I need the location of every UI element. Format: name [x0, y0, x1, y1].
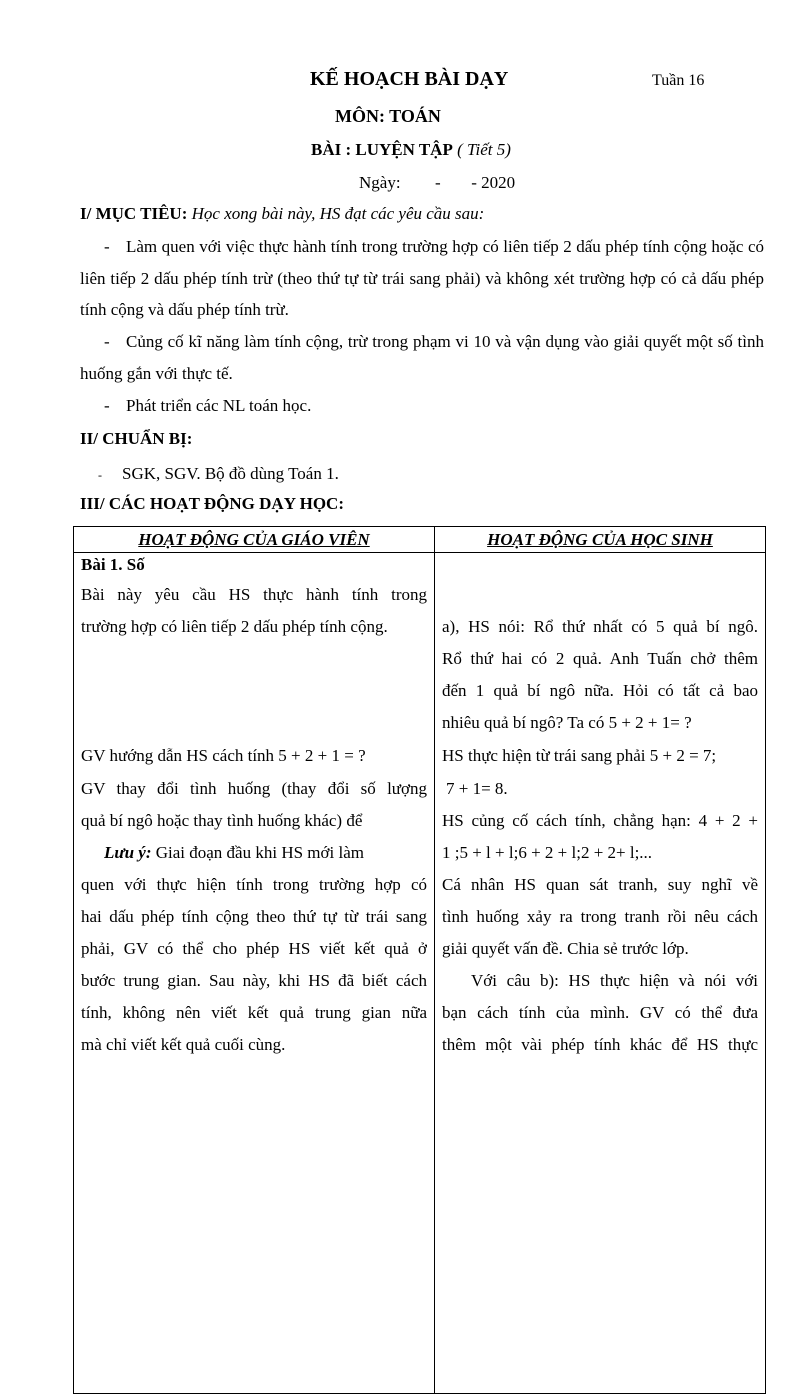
teacher-line: bước trung gian. Sau này, khi HS đã biết cách — [81, 971, 427, 990]
student-column-header: HOẠT ĐỘNG CỦA HỌC SINH — [435, 527, 766, 553]
student-line: HS thực hiện từ trái sang phải 5 + 2 = 7; — [442, 746, 717, 765]
teacher-line: mà chỉ viết kết quả cuối cùng. — [81, 1035, 286, 1054]
week-label: Tuần 16 — [652, 72, 705, 89]
teacher-line: Bài này yêu cầu HS thực hành tính trong — [81, 585, 427, 604]
objectives-heading-line — [80, 204, 484, 224]
objectives-heading: I/ MỤC TIÊU: — [80, 204, 188, 223]
teacher-activity-cell — [74, 553, 435, 1394]
exercise-title: Bài 1. Số — [81, 555, 145, 574]
table-header-row — [74, 527, 766, 553]
student-line: 1 ;5 + l + l;6 + 2 + l;2 + 2+ l;... — [442, 843, 653, 862]
student-line: thêm một vài phép tính khác để HS thực — [442, 1035, 758, 1054]
note-text: Giai đoạn đầu khi HS mới làm — [155, 843, 364, 862]
student-line: a), HS nói: Rổ thứ nhất có 5 quả bí ngô. — [442, 617, 758, 636]
date-separator: - — [435, 173, 441, 192]
teacher-line: GV hướng dẫn HS cách tính 5 + 2 + 1 = ? — [81, 746, 366, 765]
lesson-label: BÀI : LUYỆN TẬP — [311, 140, 453, 159]
subject-heading: MÔN: TOÁN — [335, 106, 441, 126]
student-activity-cell — [435, 553, 766, 1394]
teacher-line: tính, không nên viết kết quả trung gian nữa — [81, 1003, 427, 1022]
student-line: đến 1 quả bí ngô nữa. Hỏi có tất cả bao — [442, 681, 758, 700]
preparation-item: - SGK, SGV. Bộ đồ dùng Toán 1. — [98, 464, 339, 483]
student-line: bạn cách tính của mình. GV có thể đưa — [442, 1003, 758, 1022]
student-line: 7 + 1= 8. — [446, 779, 508, 798]
teacher-line: quả bí ngô hoặc thay tình huống khác) để — [81, 811, 363, 830]
student-line: nhiêu quả bí ngô? Ta có 5 + 2 + 1= ? — [442, 713, 692, 732]
student-line: HS củng cố cách tính, chẳng hạn: 4 + 2 + — [442, 811, 758, 830]
preparation-heading: II/ CHUẨN BỊ: — [80, 429, 193, 448]
teacher-line: quen với thực hiện tính trong trường hợp có — [81, 875, 427, 894]
note-label: Lưu ý: — [104, 843, 152, 862]
objective-item: - Củng cố kĩ năng làm tính cộng, trừ trong phạm vi 10 và vận dụng vào giải quyết một số tình huống gắn với thực tế. — [80, 332, 764, 383]
objective-item: - Làm quen với việc thực hành tính trong trường hợp có liên tiếp 2 dấu phép tính cộng hoặc có liên tiếp 2 dấu phép tính trừ (theo thứ tự từ trái sang phải) và không xét trường hợp có cả dấu phép tính cộng và dấu phép tính trừ. — [80, 237, 764, 319]
student-line: giải quyết vấn đề. Chia sẻ trước lớp. — [442, 939, 689, 958]
student-line: Cá nhân HS quan sát tranh, suy nghĩ về — [442, 875, 758, 894]
date-line — [359, 173, 515, 193]
date-label: Ngày: — [359, 173, 401, 192]
table-row — [74, 553, 766, 1394]
objective-item: - Phát triển các NL toán học. — [104, 396, 312, 415]
document-title: KẾ HOẠCH BÀI DẠY — [310, 68, 509, 90]
preparation-text: SGK, SGV. Bộ đồ dùng Toán 1. — [122, 464, 339, 483]
objective-text: Củng cố kĩ năng làm tính cộng, trừ trong phạm vi 10 và vận dụng vào giải quyết một số tình huống gắn với thực tế. — [80, 332, 764, 383]
date-year: - 2020 — [471, 173, 516, 192]
teacher-line: hai dấu phép tính cộng theo thứ tự từ trái sang — [81, 907, 427, 926]
teacher-column-header: HOẠT ĐỘNG CỦA GIÁO VIÊN — [74, 527, 435, 553]
teacher-line: phải, GV có thể cho phép HS viết kết quả ở — [81, 939, 427, 958]
activities-table — [73, 526, 766, 1394]
teacher-line: GV thay đổi tình huống (thay đổi số lượng — [81, 779, 427, 798]
student-line: tình huống xảy ra trong tranh rồi nêu cách — [442, 907, 758, 926]
objectives-intro: Học xong bài này, HS đạt các yêu cầu sau: — [191, 204, 485, 223]
teacher-line: trường hợp có liên tiếp 2 dấu phép tính cộng. — [81, 617, 388, 636]
note-line — [104, 843, 427, 863]
student-line: Với câu b): HS thực hiện và nói với — [471, 971, 758, 990]
lesson-note: ( Tiết 5) — [457, 140, 511, 159]
objective-text: Làm quen với việc thực hành tính trong trường hợp có liên tiếp 2 dấu phép tính cộng hoặc có liên tiếp 2 dấu phép tính trừ (theo thứ tự từ trái sang phải) và không xét trường hợp có cả dấu phép tính cộng và dấu phép tính trừ. — [80, 237, 764, 319]
student-line: Rổ thứ hai có 2 quả. Anh Tuấn chở thêm — [442, 649, 758, 668]
activities-heading: III/ CÁC HOẠT ĐỘNG DẠY HỌC: — [80, 494, 344, 513]
objective-text: Phát triển các NL toán học. — [126, 396, 312, 415]
lesson-heading — [311, 140, 511, 160]
